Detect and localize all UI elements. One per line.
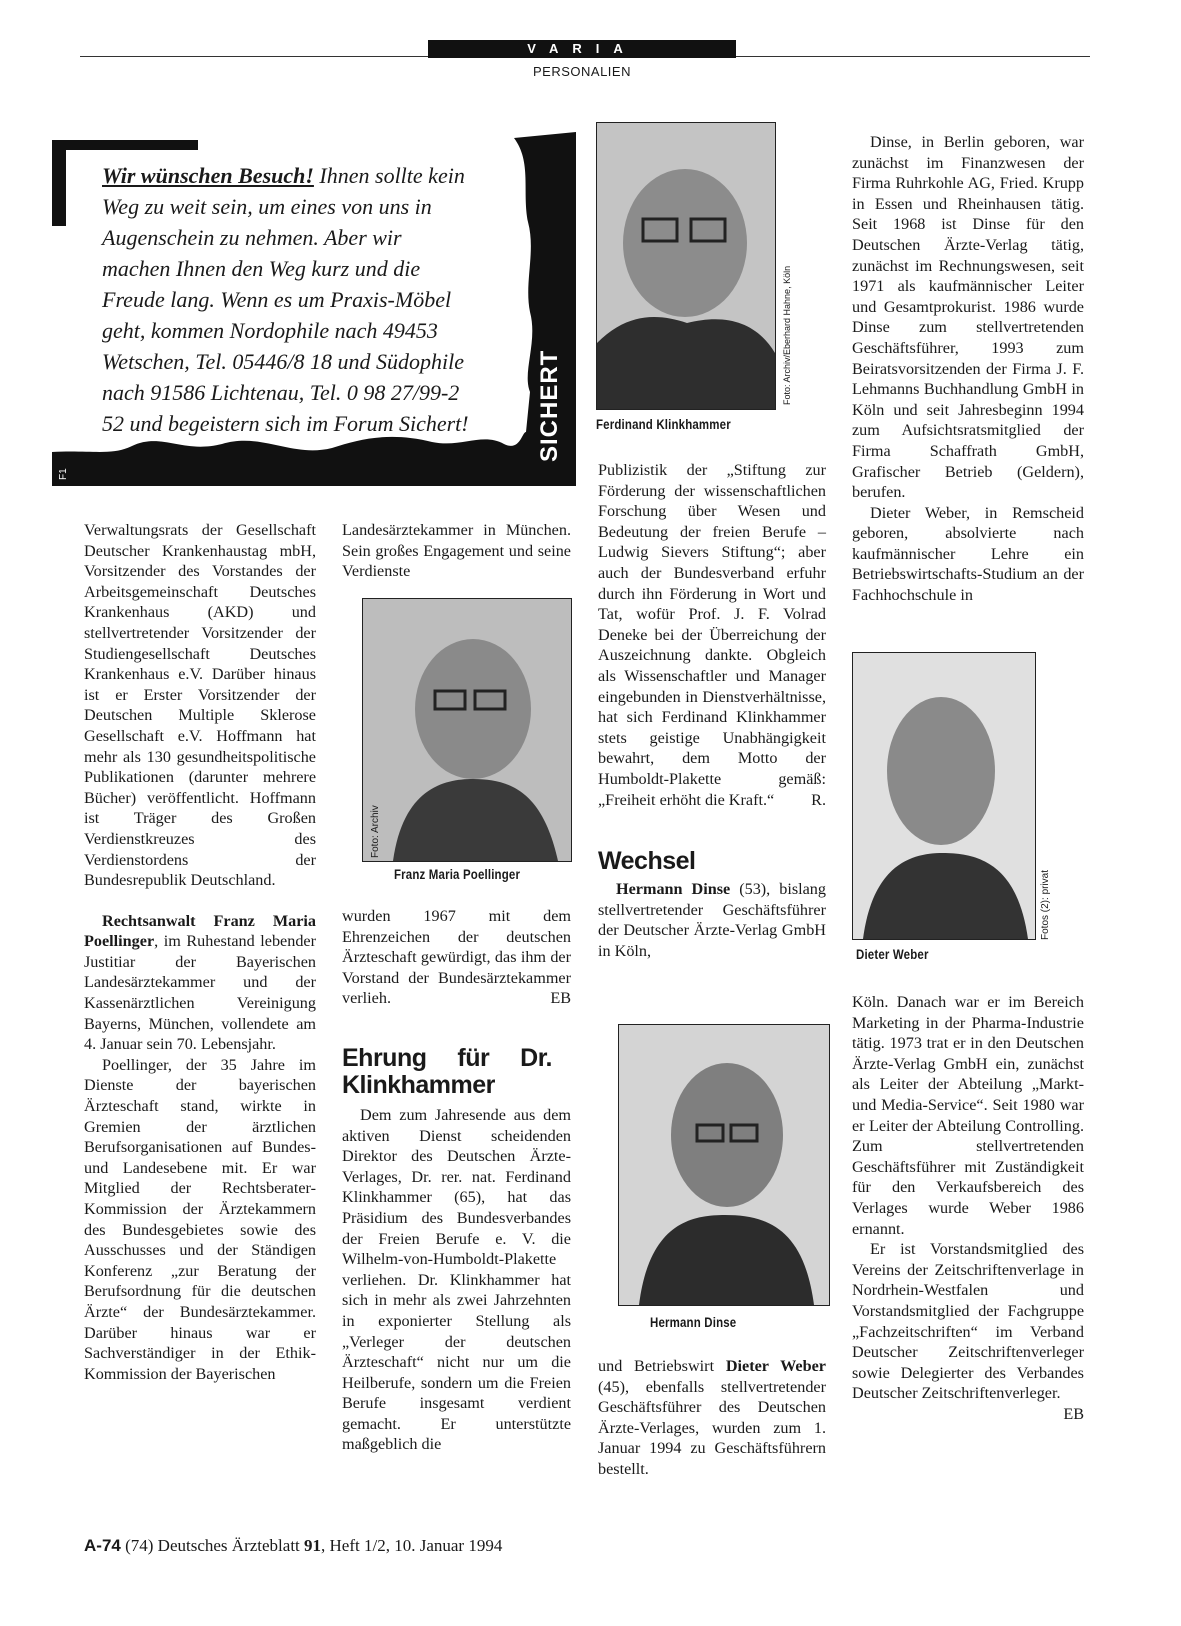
ad-lead: Wir wünschen Besuch! — [102, 163, 314, 188]
caption-klinkhammer: Ferdinand Klinkhammer — [596, 416, 731, 432]
col2-paragraph-3: Dem zum Jahresende aus dem aktiven Dienst scheidenden Direktor des Deutschen Ärzte-Verlages, Dr. rer. nat. Ferdinand Klinkhammer (65), hat das Präsidium des Bundesverbandes der Freien Berufe e. V. die Wilhelm-von-Humboldt-Plakette verliehen. Dr. Klinkhammer hat sich in mehr als zwei Jahrzehnten in exponierter Stellung als „Verleger der deutschen Ärzteschaft“ nicht nur um die Heilberufe, sondern um die Freien Berufe insgesamt verdient gemacht. Er unterstützte maßgeblich die — [342, 1105, 571, 1454]
ad-brand: SICHERT — [536, 349, 563, 462]
sign-eb-2: EB — [1063, 1404, 1084, 1423]
ad-brand-logo — [536, 350, 564, 462]
column-4-bottom — [852, 992, 1084, 1424]
column-1 — [84, 520, 316, 1384]
portrait-placeholder — [363, 599, 571, 861]
heading-ehrung: Ehrung für Dr. Klinkhammer — [342, 1043, 552, 1099]
portrait-placeholder — [597, 123, 775, 409]
col4-paragraph-4 — [852, 1239, 1084, 1423]
col2-paragraph-1: Landesärztekammer in München. Sein großes Engagement und seine Verdienste — [342, 521, 571, 581]
portrait-placeholder — [619, 1025, 829, 1305]
footer-volume: 91 — [304, 1536, 322, 1555]
section-title: VARIA — [527, 41, 637, 56]
photo-weber — [852, 652, 1036, 940]
subsection-title: PERSONALIEN — [533, 64, 631, 79]
col4-paragraph-1: Dinse, in Berlin geboren, war zunächst im Finanzwesen der Firma Ruhrkohle AG, Fried. Krupp in Essen und Rheinhausen tätig. Seit 1968 ist Dinse für den Deutschen Ärzte-Verlag tätig, zunächst im Rechnungswesen, seit 1971 als kaufmännischer Leiter und Gesamtprokurist. 1986 wurde Dinse zum stellvertretenden Geschäftsführer, 1993 zum Beiratsvorsitzenden der Firma J. F. Lehmanns Buchhandlung GmbH in Köln und seit Jahresbeginn 1994 zum Aufsichtsratsmitglied der Firma Schaffrath GmbH, Grafischer Betrieb (Geldern), berufen. — [852, 133, 1084, 502]
section-banner — [428, 40, 736, 58]
col3-paragraph-3-text: (45), ebenfalls stellvertretender Geschäftsführer des Deutschen Ärzte-Verlages, wurden zum 1. Januar 1994 zu Geschäftsführern bestellt. — [598, 1377, 826, 1478]
footer-source-post: , Heft 1/2, 10. Januar 1994 — [321, 1536, 503, 1555]
col4-paragraph-3: Köln. Danach war er im Bereich Marketing in der Pharma-Industrie tätig. 1973 trat er in den Deutschen Ärzte-Verlag GmbH ein, zunächst als Leiter der Abteilung „Markt- und Media-Service“. Seit 1980 war er Leiter der Abteilung Controlling. Zum stellvertretenden Geschäftsführer mit Zuständigkeit für den Verkaufsbereich des Verlages wurde Weber 1986 ernannt. — [852, 993, 1084, 1238]
column-2-top — [342, 520, 571, 582]
column-2-bottom — [342, 906, 571, 1455]
col1-paragraph-2 — [84, 911, 316, 1055]
ad-copy — [102, 160, 472, 439]
caption-poellinger: Franz Maria Poellinger — [394, 866, 521, 882]
footer — [84, 1536, 502, 1556]
col3-paragraph-3 — [598, 1356, 826, 1480]
col3-name-dinse: Hermann Dinse — [616, 880, 731, 899]
photo-credit-weber: Fotos (2): privat — [1040, 869, 1051, 940]
heading-wechsel: Wechsel — [598, 847, 696, 876]
sign-eb-1: EB — [550, 989, 571, 1008]
column-4-top — [852, 132, 1084, 606]
footer-source-pre: (74) Deutsches Ärzteblatt — [125, 1536, 305, 1555]
col3-paragraph-1-text: Publizistik der „Stiftung zur Förderung der wissenschaftlichen Forschung über Wesen und Bedeutung der freien Berufe – Ludwig Sievers Stiftung“; aber auch der Bundesverband erfuhr durch ihn Förderung in Wort und Tat, wofür Prof. J. F. Volrad Deneke bei der Überreichung der Auszeichnung dankte. Obgleich als Wissenschaftler und Manager eingebunden in Dienstverhältnisse, hat sich Ferdinand Klinkhammer stets geistige Unabhängigkeit bewahrt, dem Motto der Humboldt-Plakette gemäß: „Freiheit erhöht die Kraft.“ — [598, 461, 826, 809]
col2-paragraph-2-text: wurden 1967 mit dem Ehrenzeichen der deutschen Ärzteschaft gewürdigt, das ihm der Vorstand der Bundesärztekammer verlieh. — [342, 907, 571, 1008]
column-3-bottom — [598, 1356, 826, 1480]
col3-paragraph-1 — [598, 460, 826, 810]
col2-paragraph-2 — [342, 906, 571, 1009]
photo-credit-poellinger: Foto: Archiv — [370, 805, 381, 858]
col1-paragraph-3: Poellinger, der 35 Jahre im Dienste der bayerischen Ärzteschaft stand, wirkte in Gremien der ärztlichen Berufsorganisationen auf Bundes- und Landesebene mit. Er war Mitglied der Rechtsberater-Kommission der Ärztekammern des Bundesgebietes sowie des Ausschusses und der Ständigen Konferenz „zur Beratung der Berufsordnung für die deutschen Ärzte“ der Bundesärztekammer. Darüber hinaus war er Sachverständiger in der Ethik-Kommission der Bayerischen — [84, 1055, 316, 1383]
portrait-placeholder — [853, 653, 1035, 939]
col3-paragraph-2-text: (53), bislang stellvertretender Geschäftsführer der Deutscher Ärzte-Verlag GmbH in Köln, — [598, 880, 826, 960]
col3-paragraph-3-pre: und Betriebswirt — [598, 1357, 726, 1375]
col4-paragraph-4-text: Er ist Vorstandsmitglied des Vereins der Zeitschriftenverlage in Nordrhein-Westfalen und Vorstandsmitglied der Fachgruppe „Fachzeitschriften“ im Verband Deutscher Zeitschriftenverleger sowie Delegierter des Verbandes Deutscher Zeitschriftenverleger. — [852, 1240, 1084, 1403]
caption-dinse: Hermann Dinse — [650, 1314, 737, 1330]
photo-credit-klinkhammer: Foto: Archiv/Eberhard Hahne, Köln — [782, 265, 792, 405]
photo-poellinger — [362, 598, 572, 862]
sign-r: R. — [811, 790, 826, 809]
caption-weber: Dieter Weber — [856, 946, 929, 962]
photo-dinse — [618, 1024, 830, 1306]
col1-paragraph-2-text: , im Ruhestand lebender Justitiar der Bayerischen Landesärztekammer und der Kassenärztlichen Vereinigung Bayerns, München, vollendete am 4. Januar sein 70. Lebensjahr. — [84, 932, 316, 1054]
col3-name-weber: Dieter Weber — [725, 1357, 826, 1375]
col3-paragraph-2 — [598, 879, 826, 961]
ad-text: Ihnen sollte kein Weg zu weit sein, um eines von uns in Augenschein zu nehmen. Aber wir machen Ihnen den Weg kurz und die Freude lang. Wenn es um Praxis-Möbel geht, kommen Nordophile nach 49453 Wetschen, Tel. 05446/8 18 und Südophile nach 91586 Lichtenau, Tel. 0 98 27/99-2 52 und begeistern sich im Forum Sichert! — [102, 163, 469, 436]
advertisement — [52, 132, 576, 486]
col1-name-bold: Rechtsanwalt Franz Maria Poellinger — [84, 911, 316, 951]
col4-paragraph-2: Dieter Weber, in Remscheid geboren, absolvierte nach kaufmännischer Lehre ein Betriebswirtschafts-Studium an der Fachhochschule in — [852, 503, 1084, 605]
col1-paragraph-1: Verwaltungsrats der Gesellschaft Deutscher Krankenhaustag mbH, Vorsitzender des Vorstandes der Arbeitsgemeinschaft Deutsches Krankenhaus (AKD) und stellvertretender Vorsitzender der Studiengesellschaft Deutsches Krankenhaus e.V. Darüber hinaus ist er Erster Vorsitzender der Deutschen Multiple Sklerose Gesellschaft e.V. Hoffmann hat mehr als 130 gesundheitspolitische Publikationen (darunter mehrere Bücher) veröffentlicht. Hoffmann ist Träger des Großen Verdienstkreuzes des Verdienstordens der Bundesrepublik Deutschland. — [84, 521, 316, 890]
ad-code: F1 — [58, 468, 69, 480]
column-3-top — [598, 460, 826, 961]
page-number: A-74 — [84, 1536, 121, 1555]
photo-klinkhammer — [596, 122, 776, 410]
